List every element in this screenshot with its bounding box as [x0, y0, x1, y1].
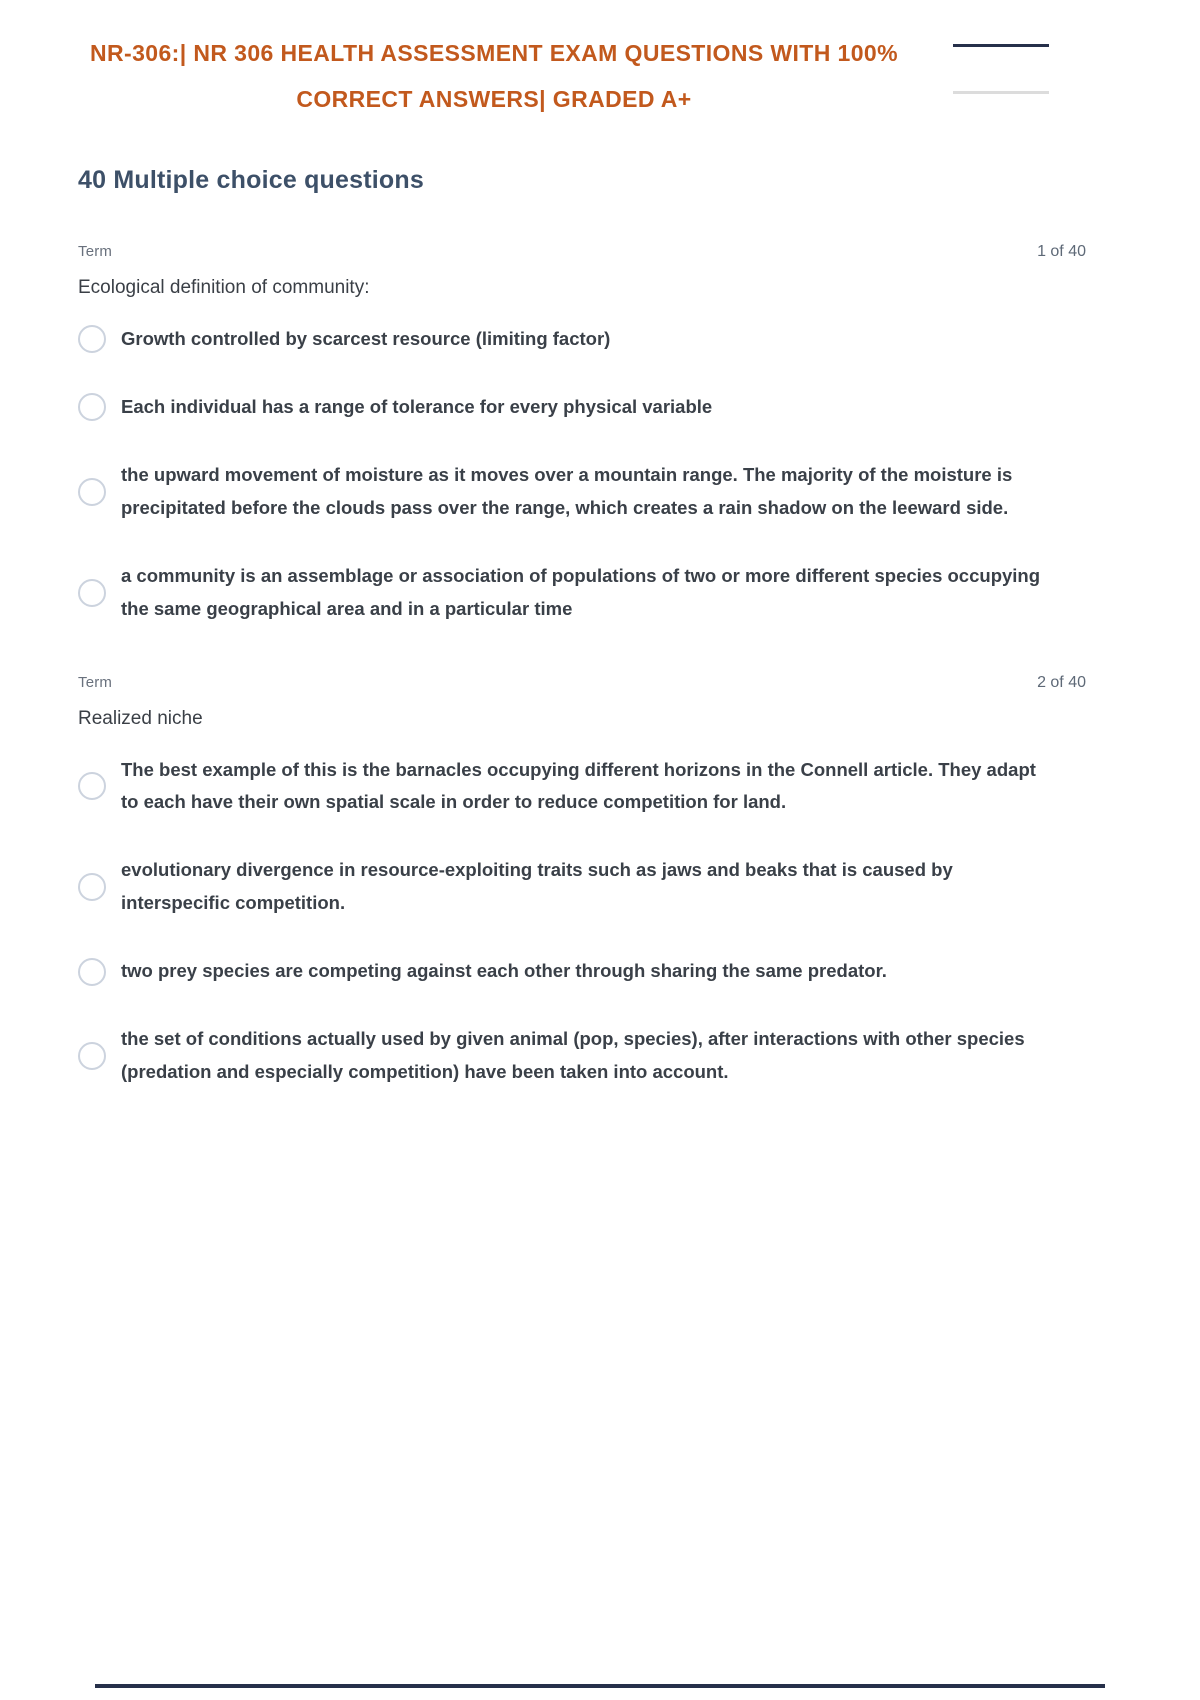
answer-options: [78, 323, 1086, 626]
document-title: [0, 30, 988, 122]
answer-option-label: the upward movement of moisture as it moves over a mountain range. The majority of the moisture is precipitated before the clouds pass over the range, which creates a rain shadow on the leeward side.: [121, 463, 1013, 518]
radio-icon[interactable]: [78, 1042, 106, 1070]
section-heading: 40 Multiple choice questions: [78, 166, 424, 194]
question-prompt: Realized niche: [78, 707, 203, 729]
radio-icon[interactable]: [78, 478, 106, 506]
answer-option[interactable]: [78, 754, 1086, 820]
answer-option[interactable]: [78, 459, 1086, 525]
radio-icon[interactable]: [78, 958, 106, 986]
top-right-light-rule: [953, 91, 1049, 94]
question-header: [78, 674, 1086, 692]
answer-option-label: Each individual has a range of tolerance for every physical variable: [121, 395, 713, 417]
question-counter: 2 of 40: [1037, 673, 1086, 691]
question-counter: 1 of 40: [1037, 243, 1086, 260]
question-header: [78, 243, 1086, 261]
answer-option-label: a community is an assemblage or association of populations of two or more different species occupying the same geographical area and in a particular time: [121, 564, 1041, 619]
answer-option-label: The best example of this is the barnacles occupying different horizons in the Connell article. They adapt to each have their own spatial scale in order to reduce competition for land.: [121, 758, 1036, 813]
answer-option[interactable]: [78, 1023, 1086, 1089]
document-title-line2: CORRECT ANSWERS| GRADED A+: [296, 86, 692, 112]
term-label: Term: [78, 243, 113, 260]
quiz-content: [78, 166, 1086, 1089]
top-right-dark-rule: [953, 44, 1049, 47]
radio-icon[interactable]: [78, 393, 106, 421]
radio-icon[interactable]: [78, 772, 106, 800]
question-prompt: Ecological definition of community:: [78, 277, 370, 298]
answer-option[interactable]: [78, 854, 1086, 920]
answer-option[interactable]: [78, 955, 1086, 988]
answer-option-label: two prey species are competing against each other through sharing the same predator.: [121, 960, 887, 982]
answer-option[interactable]: [78, 391, 1086, 424]
question-block-2: [78, 674, 1086, 1089]
question-block-1: [78, 243, 1086, 626]
radio-icon[interactable]: [78, 579, 106, 607]
answer-option-label: Growth controlled by scarcest resource (limiting factor): [121, 328, 611, 349]
answer-options: [78, 754, 1086, 1089]
answer-option-label: the set of conditions actually used by given animal (pop, species), after interactions with other species (predation and especially competition) have been taken into account.: [121, 1028, 1025, 1083]
radio-icon[interactable]: [78, 325, 106, 353]
term-label: Term: [78, 673, 113, 691]
radio-icon[interactable]: [78, 873, 106, 901]
document-title-line1: NR-306:| NR 306 HEALTH ASSESSMENT EXAM QUESTIONS WITH 100%: [90, 40, 898, 66]
answer-option[interactable]: [78, 323, 1086, 356]
bottom-page-rule: [95, 1684, 1105, 1688]
answer-option-label: evolutionary divergence in resource-exploiting traits such as jaws and beaks that is caused by interspecific competition.: [121, 859, 953, 914]
document-header: [0, 0, 988, 122]
answer-option[interactable]: [78, 560, 1086, 626]
